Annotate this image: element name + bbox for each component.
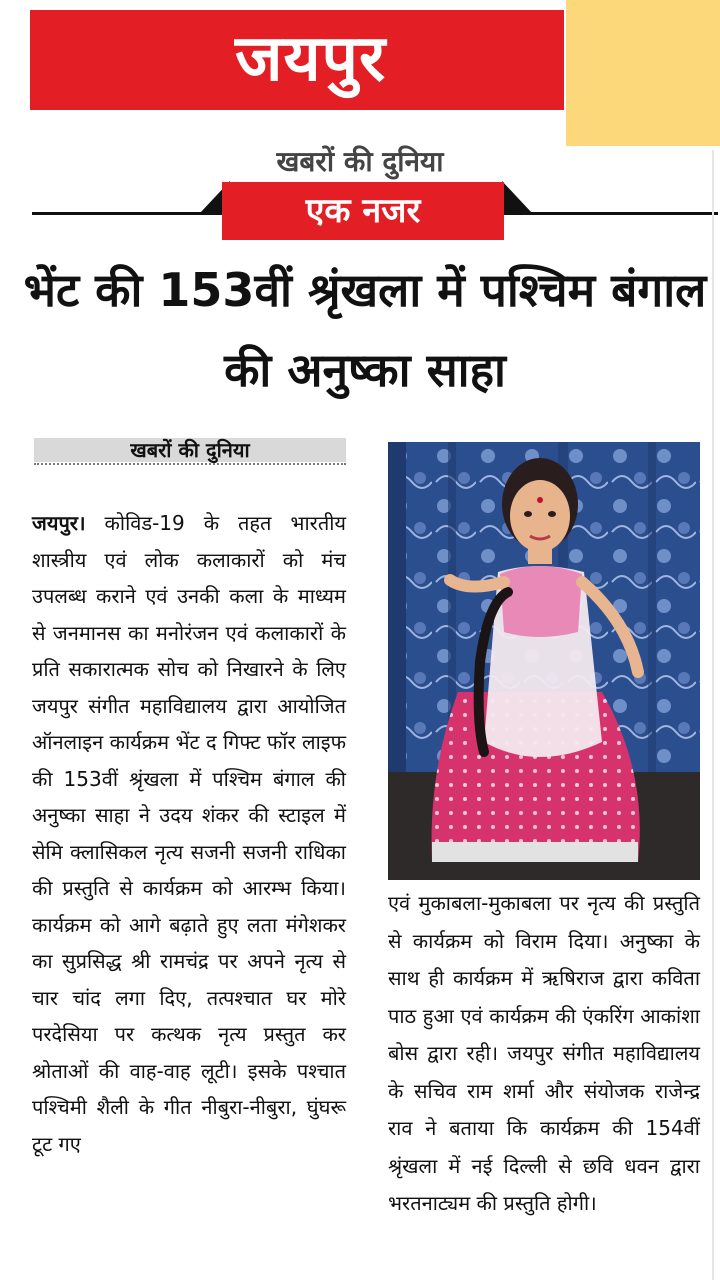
masthead-city: जयपुर (235, 22, 387, 96)
corner-accent-block (566, 0, 720, 146)
dancer-photo-illustration (388, 442, 700, 880)
byline-bar (34, 438, 346, 462)
article-column-right: एवं मुकाबला-मुकाबला पर नृत्य की प्रस्तुति से कार्यक्रम को विराम दिया। अनुष्का के साथ ही कार्यक्रम में ऋषिराज द्वारा कविता पाठ हुआ एवं कार्यक्रम की एंकरिंग आकांशा बोस द्वारा रही। जयपुर संगीत महाविद्यालय के सचिव राम शर्मा और संयोजक राजेन्द्र राव ने बताया कि कार्यक्रम की 154वीं श्रृंखला में नई दिल्ली से छवि धवन द्वारा भरतनाट्यम की प्रस्तुति होगी। (388, 891, 700, 1215)
byline: खबरों की दुनिया (130, 438, 250, 462)
byline-divider (34, 463, 346, 465)
article-text-left: कोविड-19 के तहत भारतीय शास्त्रीय एवं लोक कलाकारों को मंच उपलब्ध कराने एवं उनकी कला के माध्यम से जनमानस का मनोरंजन एवं कलाकारों के प्रति सकारात्मक सोच को निखारने के लिए जयपुर संगीत महाविद्यालय द्वारा आयोजित ऑनलाइन कार्यक्रम भेंट द गिफ्ट फॉर लाइफ की 153वीं श्रृंखला में पश्चिम बंगाल की अनुष्का साहा ने उदय शंकर की स्टाइल में सेमि क्लासिकल नृत्य सजनी सजनी राधिका की प्रस्तुति से कार्यक्रम को आरम्भ किया। कार्यक्रम को आगे बढ़ाते हुए लता मंगेशकर का सुप्रसिद्ध श्री रामचंद्र पर अपने नृत्य से चार चांद लगा दिए, तत्पश्चात घर मोरे परदेसिया पर कत्थक नृत्य प्रस्तुत कर श्रोताओं की वाह-वाह लूटी। इसके पश्चात पश्चिमी शैली के गीत नीबुरा-नीबुरा, घुंघरू टूट गए (32, 511, 346, 1156)
article-column-left (32, 505, 346, 1162)
section-label: खबरों की दुनिया (276, 145, 444, 178)
masthead-banner (30, 10, 564, 110)
kicker-label: एक नजर (222, 182, 504, 240)
rule-right-notch (502, 181, 532, 213)
page-edge-shadow (712, 150, 714, 1280)
dateline: जयपुर। (32, 511, 86, 535)
article-photo (388, 442, 700, 880)
headline: भेंट की 153वीं श्रृंखला में पश्चिम बंगाल की अनुष्का साहा (23, 263, 707, 397)
